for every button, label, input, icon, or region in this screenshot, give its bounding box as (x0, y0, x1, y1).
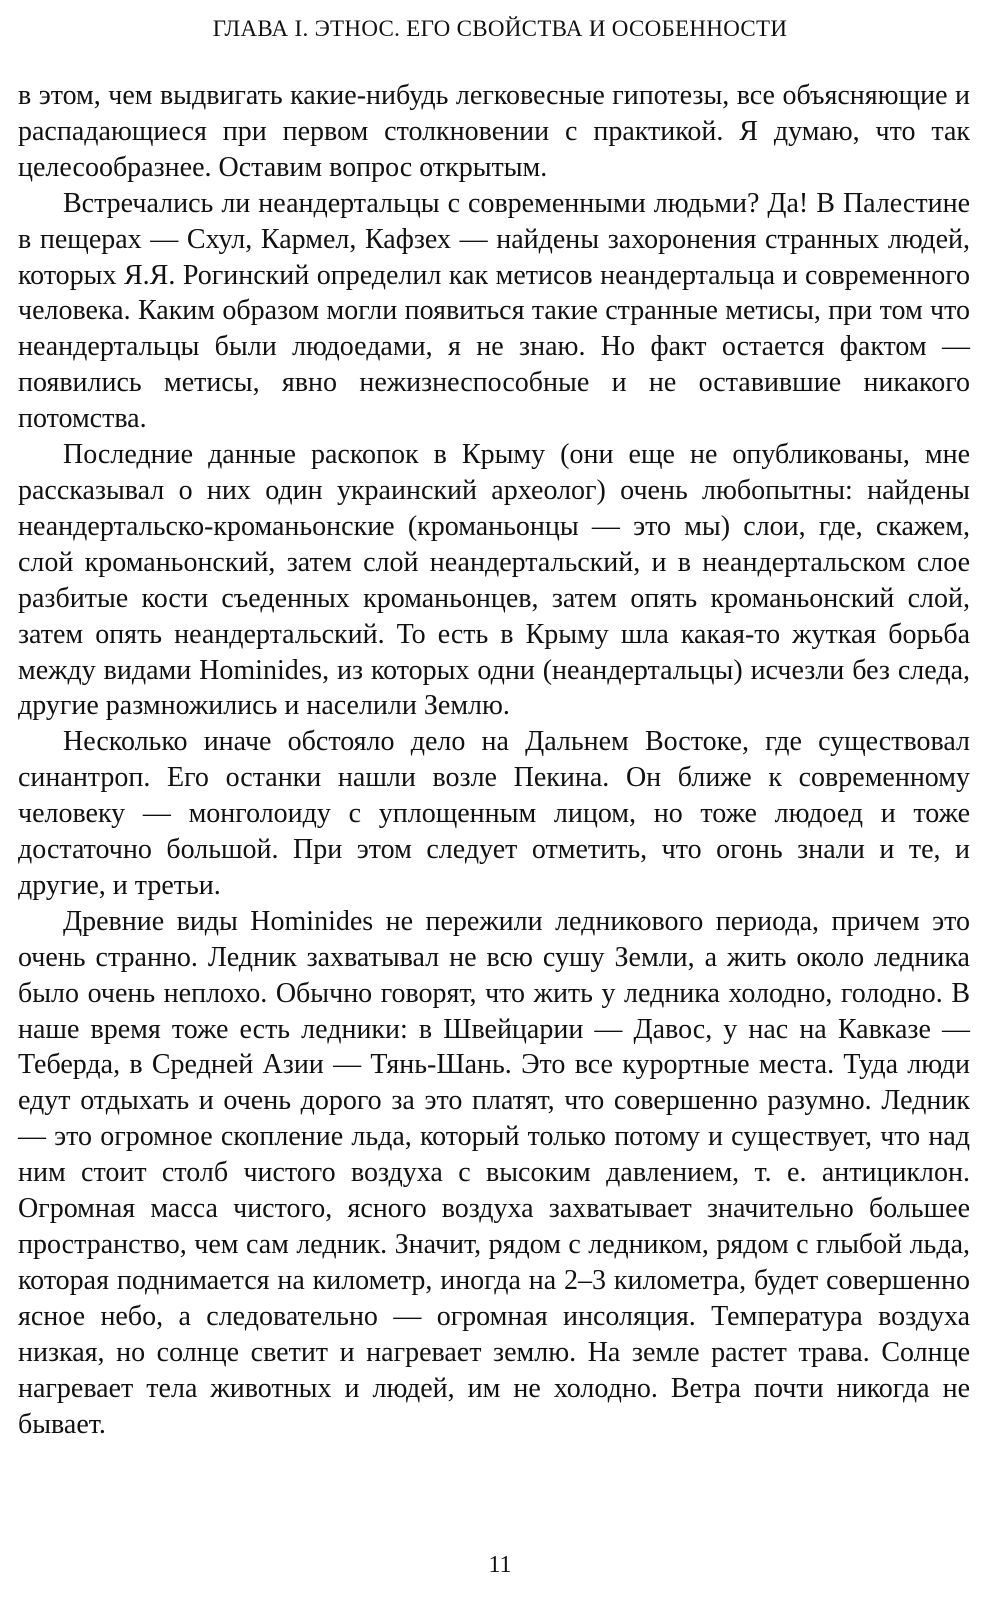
paragraph-continuation: в этом, чем выдвигать какие-нибудь легковесные гипотезы, все объясняющие и распадающиеся при первом столкновении с практикой. Я думаю, что так целесообразнее. Оставим вопрос открытым. (18, 80, 970, 183)
paragraph-neanderthals-palestine: Встречались ли неандертальцы с современными людьми? Да! В Палестине в пещерах — Схул, Кармел, Кафзех — найдены захоронения странных людей, которых Я.Я. Рогинский определил как метисов неандертальца и современного человека. Каким образом могли появиться такие странные метисы, при том что неандертальцы были людоедами, я не знаю. Но факт остается фактом — появились метисы, явно нежизнеспособные и не оставившие никакого потомства. (18, 187, 970, 435)
paragraph-crimea-excavations: Последние данные раскопок в Крыму (они еще не опубликованы, мне рассказывал о них один украинский археолог) очень любопытны: найдены неандертальско-кроманьонские (кроманьонцы — это мы) слои, где, скажем, слой кроманьонский, затем слой неандертальский, и в неандертальском слое разбитые кости съеденных кроманьонцев, затем опять кроманьонский слой, затем опять неандертальский. То есть в Крыму шла какая-то жуткая борьба между видами Hominides, из которых одни (неандертальцы) исчезли без следа, другие размножились и населили Землю. (18, 439, 970, 722)
body-text (18, 78, 970, 1442)
paragraph-sinanthropus: Несколько иначе обстояло дело на Дальнем Востоке, где существовал синантроп. Его останки нашли возле Пекина. Он ближе к современному человеку — монголоиду с уплощенным лицом, но тоже людоед и тоже достаточно большой. При этом следует отметить, что огонь знали и те, и другие, и третьи. (18, 726, 970, 901)
paragraph-glacial-period: Древние виды Hominides не пережили ледникового периода, причем это очень странно. Ледник захватывал не всю сушу Земли, а жить около ледника было очень неплохо. Обычно говорят, что жить у ледника холодно, голодно. В наше время тоже есть ледники: в Швейцарии — Давос, у нас на Кавказе — Теберда, в Средней Азии — Тянь-Шань. Это все курортные места. Туда люди едут отдыхать и очень дорого за это платят, что совершенно разумно. Ледник — это огромное скопление льда, который только потому и существует, что над ним стоит столб чистого воздуха с высоким давлением, т. е. антициклон. Огромная масса чистого, ясного воздуха захватывает значительно большее пространство, чем сам ледник. Значит, рядом с ледником, рядом с глыбой льда, которая поднимается на километр, иногда на 2–3 километра, будет совершенно ясное небо, а следовательно — огромная инсоляция. Температура воздуха низкая, но солнце светит и нагревает землю. На земле растет трава. Солнце нагревает тела животных и людей, им не холодно. Ветра почти никогда не бывает. (18, 905, 970, 1440)
page-number: 11 (488, 1552, 512, 1578)
running-head: ГЛАВА I. ЭТНОС. ЕГО СВОЙСТВА И ОСОБЕННОСТИ (212, 16, 788, 41)
